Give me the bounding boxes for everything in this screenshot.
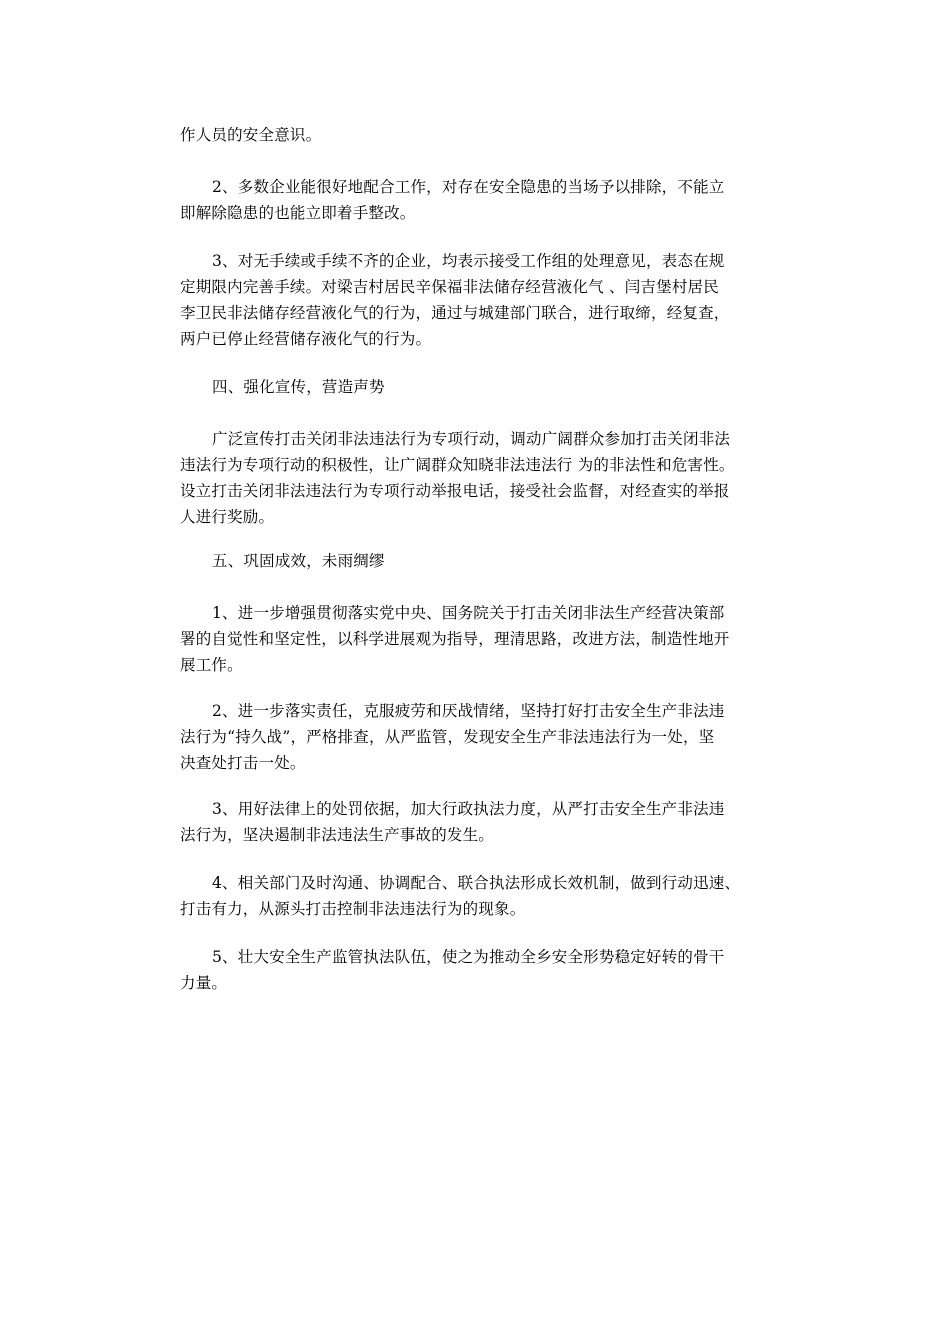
text-line: 3、用好法律上的处罚依据，加大行政执法力度，从严打击安全生产非法违 xyxy=(212,800,725,818)
text-line: 2、多数企业能很好地配合工作，对存在安全隐患的当场予以排除，不能立 xyxy=(212,178,725,196)
text-line: 人进行奖励。 xyxy=(180,508,275,526)
paragraph-10 xyxy=(180,870,780,922)
text-line: 5、壮大安全生产监管执法队伍，使之为推动全乡安全形势稳定好转的骨干 xyxy=(212,948,725,966)
paragraph-7 xyxy=(180,600,780,678)
text-line: 法行为，坚决遏制非法违法生产事故的发生。 xyxy=(180,826,495,844)
text-line: 决查处打击一处。 xyxy=(180,754,306,772)
text-line: 署的自觉性和坚定性，以科学进展观为指导，理清思路，改进方法，制造性地开 xyxy=(180,630,730,648)
text-line: 两户已停止经营储存液化气的行为。 xyxy=(180,330,432,348)
text-line: 定期限内完善手续。对梁吉村居民辛保福非法储存经营液化气 、闫吉堡村居民 xyxy=(180,278,719,296)
paragraph-11 xyxy=(180,944,780,996)
text-line: 2、进一步落实责任，克服疲劳和厌战情绪，坚持打好打击安全生产非法违 xyxy=(212,702,725,720)
text-line: 4、相关部门及时沟通、协调配合、联合执法形成长效机制，做到行动迅速、 xyxy=(212,874,741,892)
text-line: 即解除隐患的也能立即着手整改。 xyxy=(180,204,416,222)
paragraph-1 xyxy=(180,122,780,148)
text-line: 作人员的安全意识。 xyxy=(180,126,322,144)
text-line: 设立打击关闭非法违法行为专项行动举报电话，接受社会监督，对经查实的举报 xyxy=(180,482,730,500)
paragraph-9 xyxy=(180,796,780,848)
section-heading-5 xyxy=(180,548,780,574)
paragraph-8 xyxy=(180,698,780,776)
paragraph-5 xyxy=(180,426,780,530)
text-line: 打击有力，从源头打击控制非法违法行为的现象。 xyxy=(180,900,526,918)
text-line: 五、巩固成效，未雨绸缪 xyxy=(212,552,385,570)
text-line: 1、进一步增强贯彻落实党中央、国务院关于打击关闭非法生产经营决策部 xyxy=(212,604,725,622)
text-line: 法行为“持久战”，严格排查，从严监管，发现安全生产非法违法行为一处，坚 xyxy=(180,728,715,746)
text-line: 四、强化宣传，营造声势 xyxy=(212,378,385,396)
paragraph-3 xyxy=(180,248,780,352)
section-heading-4 xyxy=(180,374,780,400)
text-line: 展工作。 xyxy=(180,656,243,674)
paragraph-2 xyxy=(180,174,780,226)
text-line: 李卫民非法储存经营液化气的行为，通过与城建部门联合，进行取缔，经复查， xyxy=(180,304,730,322)
text-line: 违法行为专项行动的积极性，让广阔群众知晓非法违法行 为的非法性和危害性。 xyxy=(180,456,735,474)
text-line: 力量。 xyxy=(180,974,228,992)
text-line: 广泛宣传打击关闭非法违法行为专项行动，调动广阔群众参加打击关闭非法 xyxy=(212,430,731,448)
text-line: 3、对无手续或手续不齐的企业，均表示接受工作组的处理意见，表态在规 xyxy=(212,252,725,270)
